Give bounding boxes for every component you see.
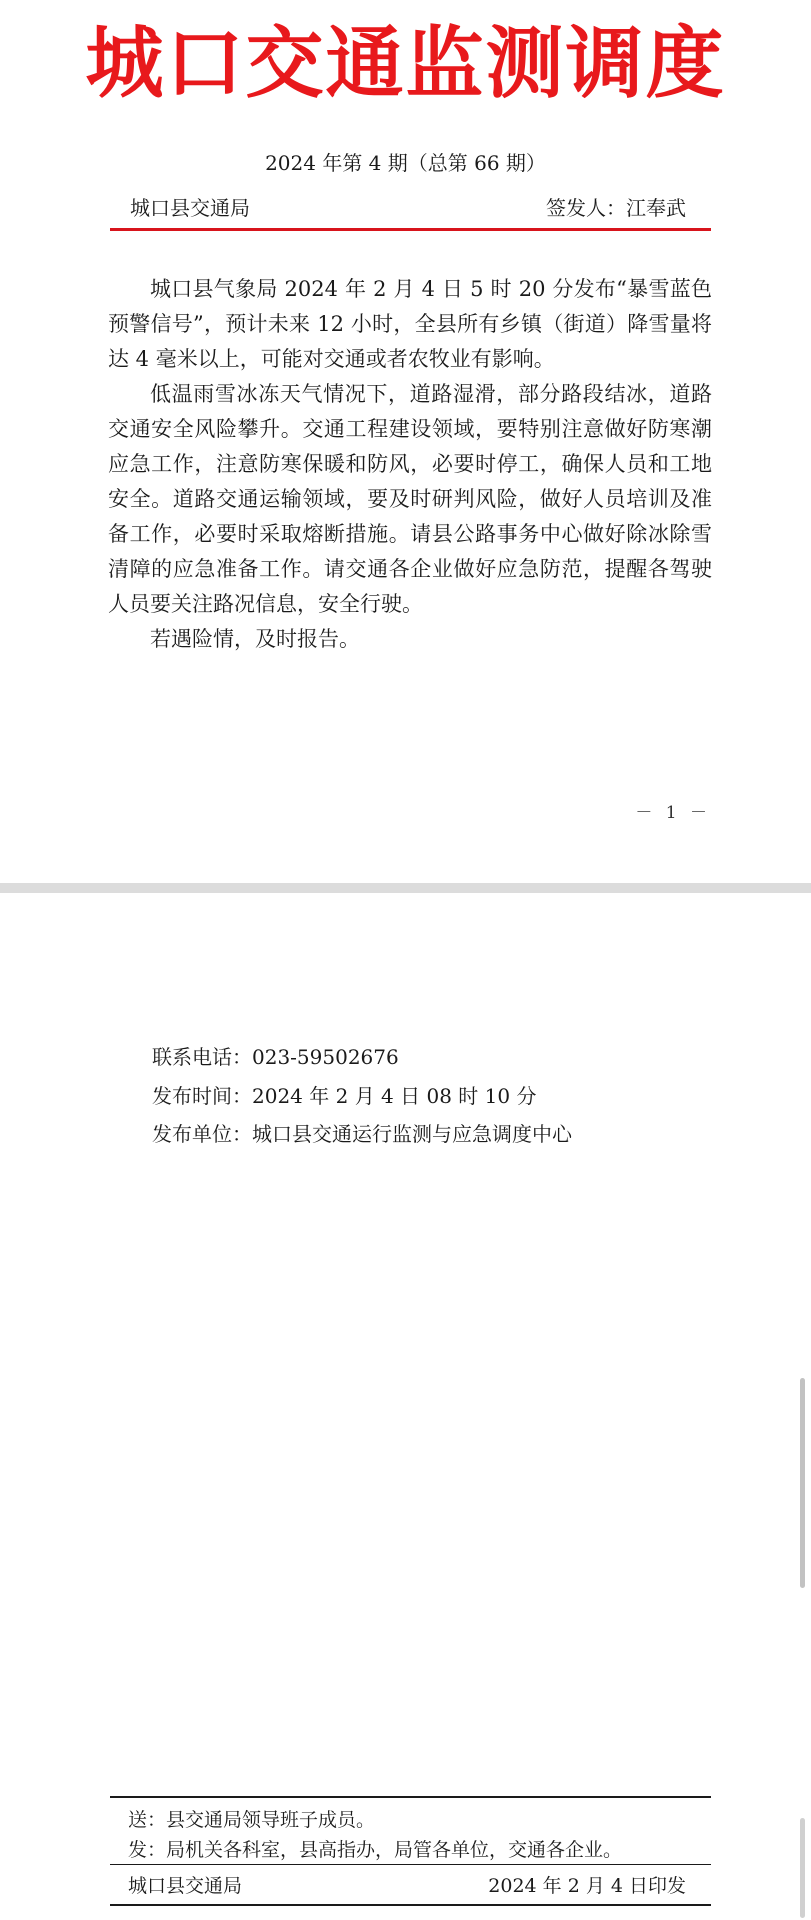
body-text [108,272,712,657]
distribution-to: 送：县交通局领导班子成员。 [128,1809,376,1831]
contact-phone: 联系电话：023-59502676 [152,1045,399,1069]
issue-number: 2024 年第 4 期（总第 66 期） [265,151,546,175]
distribution-bottom-rule [110,1904,711,1906]
masthead-title: 城口交通监测调度 [85,19,726,109]
page-separator [0,883,811,893]
distribution-top-rule [110,1796,711,1798]
signer: 签发人：江奉武 [546,196,686,220]
publish-time: 发布时间：2024 年 2 月 4 日 08 时 10 分 [152,1084,537,1108]
issuing-org: 城口县交通局 [130,196,250,220]
page-number: － 1 － [635,803,711,823]
footer-print-date: 2024 年 2 月 4 日印发 [488,1875,686,1897]
document-page-2 [0,893,811,1920]
publish-unit: 发布单位：城口县交通运行监测与应急调度中心 [152,1122,572,1146]
document-page-1 [0,0,811,883]
footer-org: 城口县交通局 [128,1875,243,1897]
paragraph-warning: 城口县气象局 2024 年 2 月 4 日 5 时 20 分发布“暴雪蓝色预警信号”，预计未来 12 小时，全县所有乡镇（街道）降雪量将达 4 毫米以上，可能对交通或者农牧业有影响。 [108,277,712,371]
scrollbar-thumb[interactable] [800,1378,805,1588]
header-divider [110,228,711,231]
paragraph-report: 若遇险情，及时报告。 [150,627,360,651]
distribution-cc: 发：局机关各科室，县高指办，局管各单位，交通各企业。 [128,1839,623,1861]
scrollbar-track-segment[interactable] [800,1818,805,1918]
paragraph-instructions: 低温雨雪冰冻天气情况下，道路湿滑，部分路段结冰，道路交通安全风险攀升。交通工程建设领域，要特别注意做好防寒潮应急工作，注意防寒保暖和防风，必要时停工，确保人员和工地安全。道路交通运输领域，要及时研判风险，做好人员培训及准备工作，必要时采取熔断措施。请县公路事务中心做好除冰除雪清障的应急准备工作。请交通各企业做好应急防范，提醒各驾驶人员要关注路况信息，安全行驶。 [108,382,712,616]
distribution-middle-rule [110,1864,711,1865]
